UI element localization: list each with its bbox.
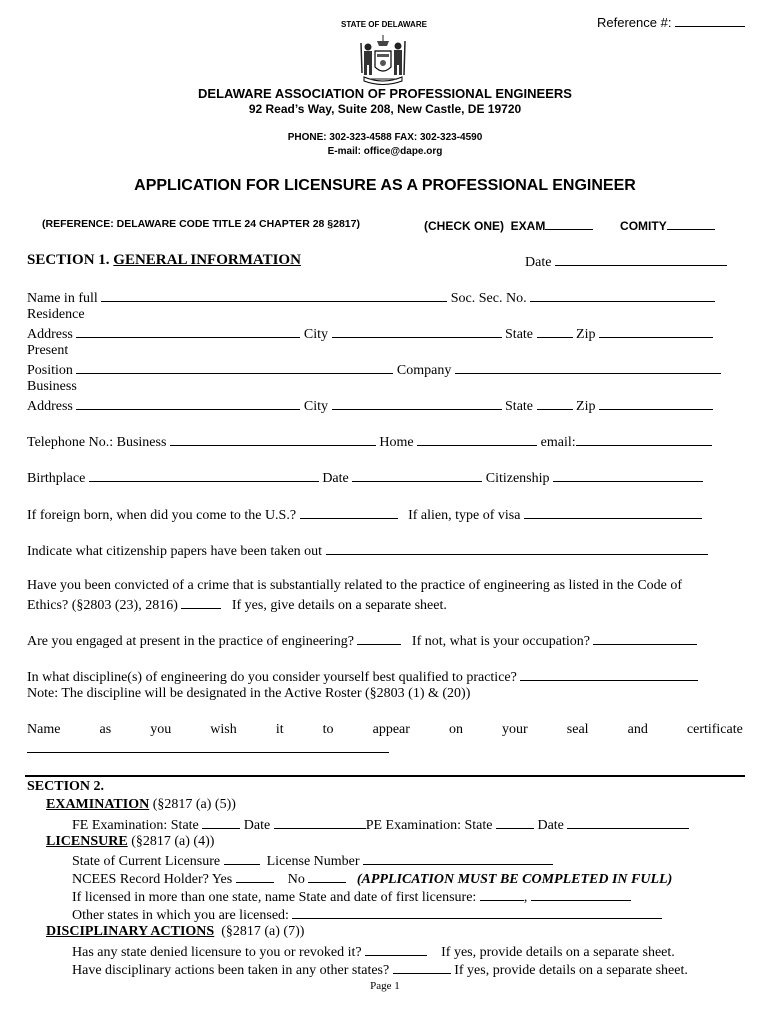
business-state-blank[interactable] bbox=[537, 397, 573, 410]
residence-state-blank[interactable] bbox=[537, 325, 573, 338]
citizenship-blank[interactable] bbox=[553, 469, 703, 482]
seal-word: you bbox=[150, 722, 172, 737]
residence-address-row bbox=[27, 325, 743, 343]
position-row bbox=[27, 361, 743, 379]
reference-field[interactable] bbox=[597, 14, 745, 30]
alien-visa-blank[interactable] bbox=[524, 506, 702, 519]
fe-state-blank[interactable] bbox=[202, 816, 240, 829]
examination-heading bbox=[46, 797, 236, 813]
foreign-born-label: If foreign born, when did you come to the U.S.? bbox=[27, 508, 297, 523]
crime-details-note: If yes, give details on a separate sheet. bbox=[231, 598, 447, 613]
foreign-born-row bbox=[27, 506, 743, 524]
email-label: email: bbox=[540, 435, 576, 450]
citizenship-papers-blank[interactable] bbox=[326, 542, 708, 555]
seal-word: as bbox=[99, 722, 112, 737]
ncees-no-label: No bbox=[287, 872, 305, 887]
page-number: Page 1 bbox=[370, 980, 400, 992]
section-divider bbox=[25, 775, 745, 777]
birthplace-label: Birthplace bbox=[27, 471, 86, 486]
seal-word: certificate bbox=[686, 722, 743, 737]
discipline-question: In what discipline(s) of engineering do you consider yourself best qualified to practice? bbox=[27, 670, 517, 685]
fe-date-blank[interactable] bbox=[274, 816, 366, 829]
seal-word: on bbox=[448, 722, 463, 737]
ncees-row bbox=[72, 870, 672, 888]
company-label: Company bbox=[396, 363, 452, 378]
practice-question: Are you engaged at present in the practice of engineering? bbox=[27, 634, 354, 649]
pe-date-blank[interactable] bbox=[567, 816, 689, 829]
section2-heading: SECTION 2. bbox=[27, 779, 105, 794]
must-complete-note: (APPLICATION MUST BE COMPLETED IN FULL) bbox=[356, 872, 673, 887]
examination-ref: (§2817 (a) (5)) bbox=[152, 797, 236, 812]
occupation-blank[interactable] bbox=[593, 632, 697, 645]
telephone-business-label: Telephone No.: Business bbox=[27, 435, 167, 450]
reference-label: Reference #: bbox=[597, 15, 672, 30]
business-state-label: State bbox=[505, 399, 534, 414]
practice-answer-blank[interactable] bbox=[357, 632, 401, 645]
org-name: DELAWARE ASSOCIATION OF PROFESSIONAL ENGINEERS bbox=[198, 86, 572, 101]
business-address-row bbox=[27, 397, 743, 415]
other-actions-row bbox=[72, 961, 688, 979]
business-city-label: City bbox=[303, 399, 329, 414]
other-states-label: Other states in which you are licensed: bbox=[72, 908, 289, 923]
residence-state-label: State bbox=[505, 327, 534, 342]
first-date-blank[interactable] bbox=[531, 888, 631, 901]
org-email: E-mail: office@dape.org bbox=[327, 146, 443, 157]
discipline-row bbox=[27, 668, 743, 686]
telephone-row bbox=[27, 433, 743, 451]
discipline-blank[interactable] bbox=[520, 668, 698, 681]
email-blank[interactable] bbox=[576, 433, 712, 446]
reference-blank[interactable] bbox=[675, 14, 745, 27]
org-address: 92 Read’s Way, Suite 208, New Castle, DE 19720 bbox=[248, 102, 522, 116]
multi-state-label: If licensed in more than one state, name State and date of first licensure: bbox=[72, 890, 477, 905]
other-actions-details-note: If yes, provide details on a separate sheet. bbox=[454, 963, 688, 978]
residence-city-blank[interactable] bbox=[332, 325, 502, 338]
disciplinary-title: DISCIPLINARY ACTIONS bbox=[46, 924, 215, 939]
business-label: Business bbox=[27, 379, 77, 394]
section1-title: GENERAL INFORMATION bbox=[113, 252, 301, 268]
birthplace-row bbox=[27, 469, 743, 487]
business-address-blank[interactable] bbox=[76, 397, 300, 410]
fe-date-label: Date bbox=[243, 818, 271, 833]
pe-state-blank[interactable] bbox=[496, 816, 534, 829]
seal-name-blank[interactable] bbox=[27, 752, 389, 753]
birth-date-blank[interactable] bbox=[352, 469, 482, 482]
name-row bbox=[27, 289, 743, 307]
seal-word: it bbox=[275, 722, 284, 737]
ncees-no-blank[interactable] bbox=[308, 870, 346, 883]
section1-heading bbox=[27, 252, 301, 269]
check-one-row bbox=[424, 217, 715, 233]
other-states-row bbox=[72, 906, 662, 924]
licensure-title: LICENSURE bbox=[46, 834, 128, 849]
exam-check-blank[interactable] bbox=[545, 217, 593, 230]
telephone-home-label: Home bbox=[379, 435, 414, 450]
denied-details-note: If yes, provide details on a separate sheet. bbox=[441, 945, 675, 960]
seal-word: Name bbox=[27, 722, 61, 737]
telephone-business-blank[interactable] bbox=[170, 433, 376, 446]
alien-visa-label: If alien, type of visa bbox=[408, 508, 521, 523]
other-states-blank[interactable] bbox=[292, 906, 662, 919]
other-actions-question: Have disciplinary actions been taken in any other states? bbox=[72, 963, 390, 978]
other-actions-answer-blank[interactable] bbox=[393, 961, 451, 974]
check-one-label: (CHECK ONE) bbox=[424, 219, 504, 233]
exam-label: EXAM bbox=[510, 219, 546, 233]
fe-exam-label: FE Examination: State bbox=[72, 818, 199, 833]
business-city-blank[interactable] bbox=[332, 397, 502, 410]
ncees-yes-blank[interactable] bbox=[236, 870, 274, 883]
delaware-state-seal-icon bbox=[356, 33, 410, 85]
license-number-label: License Number bbox=[266, 854, 360, 869]
exam-row bbox=[72, 816, 689, 834]
denied-question: Has any state denied licensure to you or revoked it? bbox=[72, 945, 362, 960]
ssn-label: Soc. Sec. No. bbox=[450, 291, 527, 306]
section1-prefix: SECTION 1. bbox=[27, 252, 110, 268]
residence-zip-blank[interactable] bbox=[599, 325, 713, 338]
date-blank[interactable] bbox=[555, 253, 727, 266]
seal-name-row bbox=[27, 722, 743, 738]
date-label: Date bbox=[525, 255, 552, 270]
seal-word: to bbox=[322, 722, 334, 737]
disciplinary-heading bbox=[46, 924, 304, 940]
crime-question-row bbox=[27, 596, 743, 614]
business-zip-blank[interactable] bbox=[599, 397, 713, 410]
state-label: STATE OF DELAWARE bbox=[341, 20, 427, 29]
denied-answer-blank[interactable] bbox=[365, 943, 427, 956]
ncees-label: NCEES Record Holder? Yes bbox=[72, 872, 233, 887]
position-label: Position bbox=[27, 363, 73, 378]
seal-word: wish bbox=[210, 722, 237, 737]
residence-zip-label: Zip bbox=[576, 327, 596, 342]
licensure-heading bbox=[46, 834, 214, 850]
current-licensure-row bbox=[72, 852, 553, 870]
current-licensure-blank[interactable] bbox=[224, 852, 260, 865]
denied-row bbox=[72, 943, 675, 961]
examination-title: EXAMINATION bbox=[46, 797, 150, 812]
residence-city-label: City bbox=[303, 327, 329, 342]
citizenship-label: Citizenship bbox=[485, 471, 550, 486]
org-phone-fax: PHONE: 302-323-4588 FAX: 302-323-4590 bbox=[287, 132, 483, 143]
position-blank[interactable] bbox=[76, 361, 393, 374]
practice-row bbox=[27, 632, 743, 650]
birthplace-blank[interactable] bbox=[89, 469, 319, 482]
birth-date-label: Date bbox=[322, 471, 349, 486]
seal-word: seal bbox=[566, 722, 589, 737]
company-blank[interactable] bbox=[455, 361, 721, 374]
date-field[interactable] bbox=[525, 253, 727, 271]
license-number-blank[interactable] bbox=[363, 852, 553, 865]
current-licensure-label: State of Current Licensure bbox=[72, 854, 221, 869]
crime-question-line2: Ethics? (§2803 (23), 2816) bbox=[27, 598, 178, 613]
business-address-label: Address bbox=[27, 399, 73, 414]
foreign-born-blank[interactable] bbox=[300, 506, 398, 519]
pe-date-label: Date bbox=[537, 818, 564, 833]
residence-address-blank[interactable] bbox=[76, 325, 300, 338]
first-state-blank[interactable] bbox=[480, 888, 524, 901]
citizenship-papers-row bbox=[27, 542, 743, 560]
business-zip-label: Zip bbox=[576, 399, 596, 414]
page-title: APPLICATION FOR LICENSURE AS A PROFESSIONAL ENGINEER bbox=[134, 177, 636, 194]
comity-check-blank[interactable] bbox=[667, 217, 715, 230]
telephone-home-blank[interactable] bbox=[417, 433, 537, 446]
pe-exam-label: PE Examination: State bbox=[365, 818, 493, 833]
ssn-blank[interactable] bbox=[530, 289, 715, 302]
licensure-ref: (§2817 (a) (4)) bbox=[131, 834, 215, 849]
crime-answer-blank[interactable] bbox=[181, 596, 221, 609]
reference-code: (REFERENCE: DELAWARE CODE TITLE 24 CHAPTER 28 §2817) bbox=[42, 218, 360, 230]
discipline-note: Note: The discipline will be designated in the Active Roster (§2803 (1) & (20)) bbox=[27, 686, 471, 701]
residence-label: Residence bbox=[27, 307, 85, 322]
present-label: Present bbox=[27, 343, 69, 358]
seal-word: your bbox=[502, 722, 528, 737]
residence-address-label: Address bbox=[27, 327, 73, 342]
seal-word: and bbox=[627, 722, 648, 737]
disciplinary-ref: (§2817 (a) (7)) bbox=[221, 924, 305, 939]
occupation-question: If not, what is your occupation? bbox=[411, 634, 590, 649]
name-blank[interactable] bbox=[101, 289, 447, 302]
seal-word: appear bbox=[372, 722, 410, 737]
citizenship-papers-label: Indicate what citizenship papers have been taken out bbox=[27, 544, 323, 559]
name-label: Name in full bbox=[27, 291, 98, 306]
comity-label: COMITY bbox=[620, 219, 667, 233]
multi-state-row: If licensed in more than one state, name State and date of first licensure: , bbox=[72, 888, 631, 906]
crime-question-line1: Have you been convicted of a crime that is substantially related to the practice of engineering as listed in the Code of bbox=[27, 578, 683, 593]
